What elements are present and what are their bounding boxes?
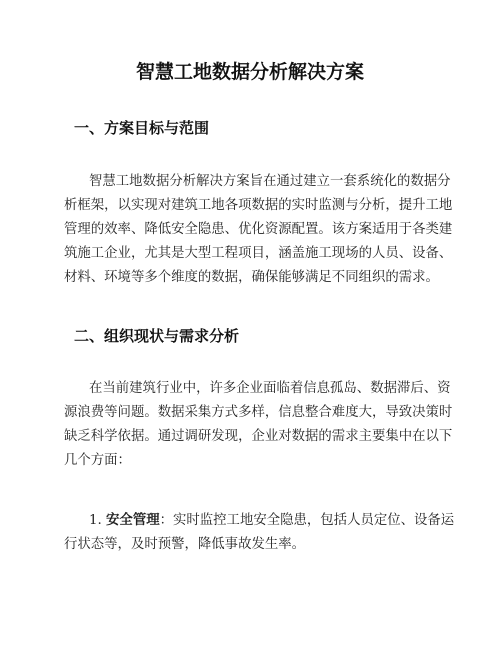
paragraph-goals [64,170,453,290]
paragraph-analysis [64,377,453,473]
section-heading-analysis: 二、组织现状与需求分析 [74,327,240,345]
list-item-safety [64,509,455,557]
paragraph-line: 源浪费等问题。数据采集方式多样，信息整合难度大，导致决策时 [64,405,453,420]
list-item-number: 1. [89,513,107,528]
paragraph-line: 在当前建筑行业中，许多企业面临着信息孤岛、数据滞后、资 [89,381,451,396]
paragraph-line: 筑施工企业，尤其是大型工程项目，涵盖施工现场的人员、设备、 [64,246,453,261]
list-item-second-line: 行状态等，及时预警，降低事故发生率。 [64,537,306,552]
paragraph-line: 析框架，以实现对建筑工地各项数据的实时监测与分析，提升工地 [64,198,453,213]
list-item-first-line [64,509,455,533]
paragraph-line: 缺乏科学依据。通过调研发现，企业对数据的需求主要集中在以下 [64,429,453,444]
paragraph-line: 智慧工地数据分析解决方案旨在通过建立一套系统化的数据分 [89,174,451,189]
list-item-label: 安全管理 [106,513,160,528]
paragraph-line: 材料、环境等多个维度的数据，确保能够满足不同组织的需求。 [64,270,439,285]
paragraph-line: 管理的效率、降低安全隐患、优化资源配置。该方案适用于各类建 [64,222,453,237]
paragraph-line: 几个方面： [64,453,131,468]
list-item-text: ：实时监控工地安全隐患，包括人员定位、设备运 [159,513,455,528]
section-heading-goals: 一、方案目标与范围 [74,119,210,137]
document-title: 智慧工地数据分析解决方案 [135,61,364,83]
